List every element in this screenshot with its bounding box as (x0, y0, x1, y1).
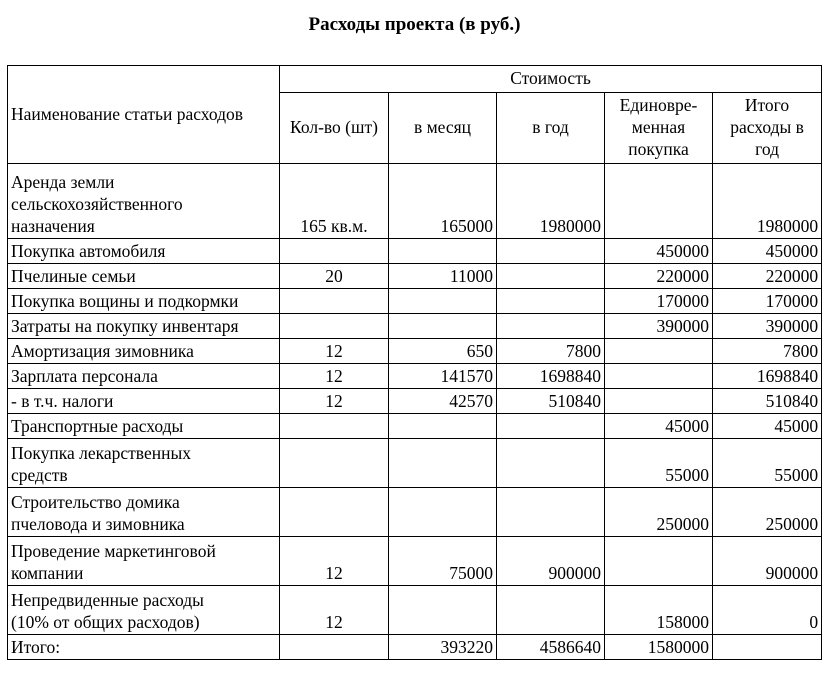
row-once-cell: 55000 (605, 439, 713, 488)
row-once-cell (605, 537, 713, 586)
row-year-cell (497, 586, 605, 635)
table-row (8, 537, 822, 586)
row-month-cell: 42570 (389, 389, 497, 414)
header-total-year: Итого расходы в год (713, 93, 822, 164)
row-name-cell: Строительство домика пчеловода и зимовника (8, 488, 280, 537)
row-name-cell: Проведение маркетинговой компании (8, 537, 280, 586)
row-once-cell (605, 364, 713, 389)
row-year-cell: 900000 (497, 537, 605, 586)
header-cost-group: Стоимость (280, 66, 822, 93)
table-row (8, 264, 822, 289)
row-month-cell: 141570 (389, 364, 497, 389)
header-qty: Кол-во (шт) (280, 93, 389, 164)
row-month-cell (389, 488, 497, 537)
table-row (8, 635, 822, 660)
row-total-cell: 220000 (713, 264, 822, 289)
row-name-cell: Покупка лекарственных средств (8, 439, 280, 488)
page-title: Расходы проекта (в руб.) (308, 14, 521, 35)
header-one-time: Единовре- менная покупка (605, 93, 713, 164)
row-once-cell (605, 389, 713, 414)
row-qty-cell (280, 289, 389, 314)
row-once-cell: 45000 (605, 414, 713, 439)
row-month-cell: 650 (389, 339, 497, 364)
row-name-cell: Покупка вощины и подкормки (8, 289, 280, 314)
row-name-cell: Непредвиденные расходы (10% от общих расходов) (8, 586, 280, 635)
row-month-cell: 393220 (389, 635, 497, 660)
row-name-cell: Покупка автомобиля (8, 239, 280, 264)
row-qty-cell: 12 (280, 339, 389, 364)
row-total-cell: 55000 (713, 439, 822, 488)
row-qty-cell (280, 439, 389, 488)
row-year-cell: 7800 (497, 339, 605, 364)
row-month-cell (389, 414, 497, 439)
row-month-cell: 165000 (389, 164, 497, 239)
row-total-cell: 450000 (713, 239, 822, 264)
row-name-cell: Транспортные расходы (8, 414, 280, 439)
row-once-cell (605, 339, 713, 364)
row-month-cell: 75000 (389, 537, 497, 586)
row-qty-cell: 12 (280, 586, 389, 635)
row-once-cell: 390000 (605, 314, 713, 339)
row-name-cell: Пчелиные семьи (8, 264, 280, 289)
row-total-cell: 900000 (713, 537, 822, 586)
row-once-cell: 158000 (605, 586, 713, 635)
row-qty-cell (280, 314, 389, 339)
row-total-cell: 510840 (713, 389, 822, 414)
row-once-cell: 1580000 (605, 635, 713, 660)
row-month-cell: 11000 (389, 264, 497, 289)
table-body (8, 164, 822, 660)
row-year-cell (497, 264, 605, 289)
row-once-cell: 220000 (605, 264, 713, 289)
row-year-cell (497, 239, 605, 264)
table-row (8, 364, 822, 389)
row-month-cell (389, 586, 497, 635)
row-year-cell: 1698840 (497, 364, 605, 389)
row-total-cell: 1698840 (713, 364, 822, 389)
row-qty-cell: 12 (280, 537, 389, 586)
row-qty-cell: 12 (280, 364, 389, 389)
row-year-cell (497, 439, 605, 488)
row-year-cell: 510840 (497, 389, 605, 414)
row-qty-cell (280, 488, 389, 537)
row-once-cell: 170000 (605, 289, 713, 314)
row-qty-cell: 165 кв.м. (280, 164, 389, 239)
row-name-cell: Затраты на покупку инвентаря (8, 314, 280, 339)
row-total-cell: 0 (713, 586, 822, 635)
row-month-cell (389, 239, 497, 264)
row-month-cell (389, 314, 497, 339)
row-total-cell (713, 635, 822, 660)
header-item-name: Наименование статьи расходов (8, 66, 280, 164)
row-qty-cell (280, 635, 389, 660)
row-year-cell: 4586640 (497, 635, 605, 660)
row-total-cell: 45000 (713, 414, 822, 439)
row-year-cell (497, 414, 605, 439)
row-qty-cell: 12 (280, 389, 389, 414)
row-total-cell: 7800 (713, 339, 822, 364)
row-name-cell: Зарплата персонала (8, 364, 280, 389)
row-name-cell: Аренда земли сельскохозяйственного назначения (8, 164, 280, 239)
row-month-cell (389, 439, 497, 488)
row-once-cell: 250000 (605, 488, 713, 537)
row-year-cell (497, 314, 605, 339)
row-name-cell: Итого: (8, 635, 280, 660)
row-total-cell: 250000 (713, 488, 822, 537)
row-qty-cell (280, 414, 389, 439)
table-row (8, 314, 822, 339)
row-year-cell (497, 488, 605, 537)
row-total-cell: 390000 (713, 314, 822, 339)
row-once-cell (605, 164, 713, 239)
row-year-cell (497, 289, 605, 314)
row-month-cell (389, 289, 497, 314)
row-name-cell: Амортизация зимовника (8, 339, 280, 364)
row-name-cell: - в т.ч. налоги (8, 389, 280, 414)
table-row (8, 239, 822, 264)
header-per-year: в год (497, 93, 605, 164)
table-row (8, 586, 822, 635)
row-total-cell: 1980000 (713, 164, 822, 239)
table-row (8, 488, 822, 537)
table-row (8, 389, 822, 414)
expenses-table (7, 65, 822, 660)
row-qty-cell: 20 (280, 264, 389, 289)
table-row (8, 339, 822, 364)
table-row (8, 414, 822, 439)
header-per-month: в месяц (389, 93, 497, 164)
table-row (8, 439, 822, 488)
row-total-cell: 170000 (713, 289, 822, 314)
row-year-cell: 1980000 (497, 164, 605, 239)
row-once-cell: 450000 (605, 239, 713, 264)
row-qty-cell (280, 239, 389, 264)
table-row (8, 289, 822, 314)
table-row (8, 164, 822, 239)
